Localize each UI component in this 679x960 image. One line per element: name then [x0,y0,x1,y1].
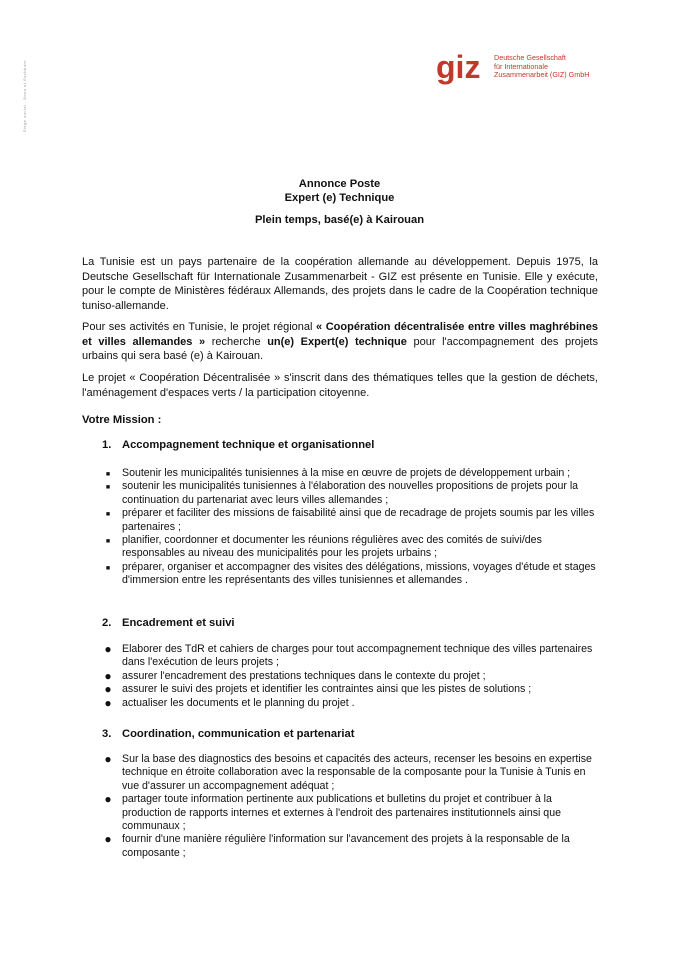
giz-logo-lines [494,54,589,80]
list-item [102,507,598,534]
list-item [102,534,598,561]
list-item [102,683,598,696]
list-item [102,480,598,507]
list-item [102,467,598,480]
list-item-text: Sur la base des diagnostics des besoins et capacités des acteurs, recenser les besoins en expertise technique en étroite collaboration avec la responsable de la composante pour la Tunisie à Tunis en vue d'assurer un accompagnement adéquat ; [122,753,592,792]
list-item-text: planifier, coordonner et documenter les réunions régulières avec des comités de suivi/des responsables au niveau des municipalités pour les projets urbains ; [122,534,542,560]
list-item [102,793,598,833]
position-name: un(e) Expert(e) technique [267,335,407,348]
section-title: Accompagnement technique et organisationnel [122,439,375,451]
themes-paragraph: Le projet « Coopération Décentralisée » s'inscrit dans des thématiques telles que la gestion de déchets, l'aménagement d'espaces verts / la participation citoyenne. [82,372,598,399]
giz-logo-text: giz [436,52,481,85]
bullet-icon: ● [104,752,112,766]
section-list [102,643,598,710]
giz-logo-mark [436,52,488,88]
square-bullet-icon: ■ [105,511,111,519]
project-text: pour l'accompagnement des projets urbains qui sera basé (e) à Kairouan. [82,335,598,363]
list-item-text: partager toute information pertinente aux publications et bulletins du projet et contribuer à la production de rapports internes et externes à l'endroit des partenaires institutionnels ainsi que communaux ; [122,793,561,833]
title-line2: Expert (e) Technique [284,192,395,204]
project-paragraph [82,320,598,364]
section-title: Encadrement et suivi [122,617,235,629]
project-name: « Coopération décentralisée entre villes maghrébines et villes allemandes » [82,321,598,348]
list-item [102,643,598,670]
list-item [102,670,598,683]
square-bullet-icon: ■ [105,471,111,478]
project-text: recherche [205,335,268,348]
intro-paragraph: La Tunisie est un pays partenaire de la coopération allemande au développement. Depuis 1975, la Deutsche Gesellschaft für Internationale Zusammenarbeit - GIZ est présente en Tunisie. Elle y exécute, pour le compte de Ministères fédéraux Allemands, des projets dans le cadre de la Coopération technique tuniso-allemande. [82,256,598,312]
section-number: 2. [102,617,112,629]
square-bullet-icon: ■ [105,484,111,492]
bullet-icon: ● [104,642,112,656]
list-item-text: préparer, organiser et accompagner des visites des délégations, missions, voyages d'étude et stages d'immersion entre les représentants des villes tunisiennes et allemandes . [122,560,596,587]
square-bullet-icon: ■ [105,538,111,546]
list-item-text: Elaborer des TdR et cahiers de charges pour tout accompagnement technique des villes partenaires dans l'exécution de leurs projets ; [122,643,593,669]
list-item [102,561,598,588]
section-heading [102,728,354,740]
list-item-text: préparer et faciliter des missions de faisabilité ainsi que de recadrage de projets soumis par les villes partenaires ; [122,507,595,533]
list-item [102,697,598,710]
list-item-text: Soutenir les municipalités tunisiennes à la mise en œuvre de projets de développement urbain ; [122,467,571,479]
square-bullet-icon: ■ [105,564,111,572]
logo-line: Deutsche Gesellschaft [494,53,566,62]
logo-line: für Internationale [494,61,548,71]
title-line1: Annonce Poste [298,178,381,190]
section-list [102,753,598,860]
section-heading [102,439,374,451]
bullet-icon: ● [104,682,112,697]
bullet-icon: ● [104,668,112,683]
giz-logo [436,52,589,88]
list-item-text: assurer l'encadrement des prestations techniques dans le contexte du projet ; [122,669,486,682]
list-item [102,753,598,793]
subtitle: Plein temps, basé(e) à Kairouan [254,214,425,226]
list-item-text: actualiser les documents et le planning du projet . [122,696,355,709]
list-item-text: soutenir les municipalités tunisiennes à l'élaboration des nouvelles propositions de projets pour la continuation du partenariat avec leurs villes allemandes ; [122,480,579,506]
section-number: 3. [102,728,112,740]
list-item-text: assurer le suivi des projets et identifier les contraintes ainsi que les pistes de solutions ; [122,683,532,696]
section-title: Coordination, communication et partenariat [122,728,355,740]
list-item-text: fournir d'une manière régulière l'information sur l'avancement des projets à la responsable de la composante ; [122,833,570,859]
section-heading [102,617,235,629]
side-note: Siège social : Bonn et Eschborn [22,60,27,133]
bullet-icon: ● [104,832,112,847]
list-item [102,833,598,860]
bullet-icon: ● [104,792,112,807]
section-list [102,467,598,588]
logo-line: Zusammenarbeit (GIZ) GmbH [494,70,590,80]
title-block [0,177,679,205]
bullet-icon: ● [104,695,112,710]
mission-heading: Votre Mission : [82,414,162,426]
project-text: Pour ses activités en Tunisie, le projet régional [82,321,317,333]
section-number: 1. [102,439,112,451]
